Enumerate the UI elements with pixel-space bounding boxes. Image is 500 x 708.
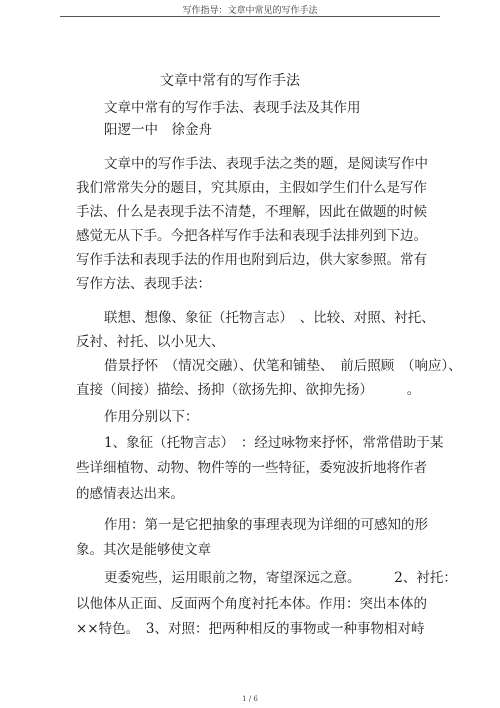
body-line: 文章中的写作手法、表现手法之类的题，是阅读写作中 [104,156,428,172]
running-header: 写作指导：文章中常见的写作手法 [182,6,318,16]
body-line: 直接（间接）描绘、扬抑（欲扬先抑、欲抑先扬） 。 [76,382,421,398]
body-line: 我们常常失分的题目，究其原由，主假如学生们什么是写作 [76,180,427,196]
body-line: 反衬、衬托、以小见大、 [76,334,225,350]
body-line: 象。其次是能够使文章 [76,542,211,558]
page-number: 1 / 6 [242,695,258,703]
document-title: 文章中常有的写作手法 [160,73,300,89]
body-line: 联想、想像、象征（托物言志） 、比较、对照、衬托、 [104,310,435,326]
body-line: ××特色。 3、对照：把两种相反的事物或一种事物相对峙 [76,621,425,637]
body-line: 的感情表达出来。 [76,486,184,502]
body-line: 1、象征（托物言志） ：经过咏物来抒怀，常常借助于某 [104,435,444,451]
body-line: 借景抒怀 （情况交融）、伏笔和铺垫、 前后照顾 （响应）、 [104,358,462,374]
section-heading: 作用分别以下： [104,409,199,425]
body-line: 写作手法和表现手法的作用也附到后边，供大家参照。常有 [76,252,427,268]
body-line: 以他体从正面、反面两个角度衬托本体。作用：突出本体的 [76,596,427,612]
body-line: 作用：第一是它把抽象的事理表现为详细的可感知的形 [104,517,428,533]
body-line: 写作方法、表现手法： [76,276,211,292]
document-author: 阳逻一中 徐金舟 [104,122,212,138]
body-line: 更委宛些，运用眼前之物，寄望深远之意。 2、衬托： [104,570,457,586]
document-subtitle: 文章中常有的写作手法、表现手法及其作用 [104,100,361,116]
header-divider [60,16,440,17]
body-line: 些详细植物、动物、物件等的一些特征，委宛波折地将作者 [76,460,427,476]
body-line: 感觉无从下手。今把各样写作手法和表现手法排列到下边。 [76,228,427,244]
body-line: 手法、什么是表现手法不清楚，不理解，因此在做题的时候 [76,204,427,220]
